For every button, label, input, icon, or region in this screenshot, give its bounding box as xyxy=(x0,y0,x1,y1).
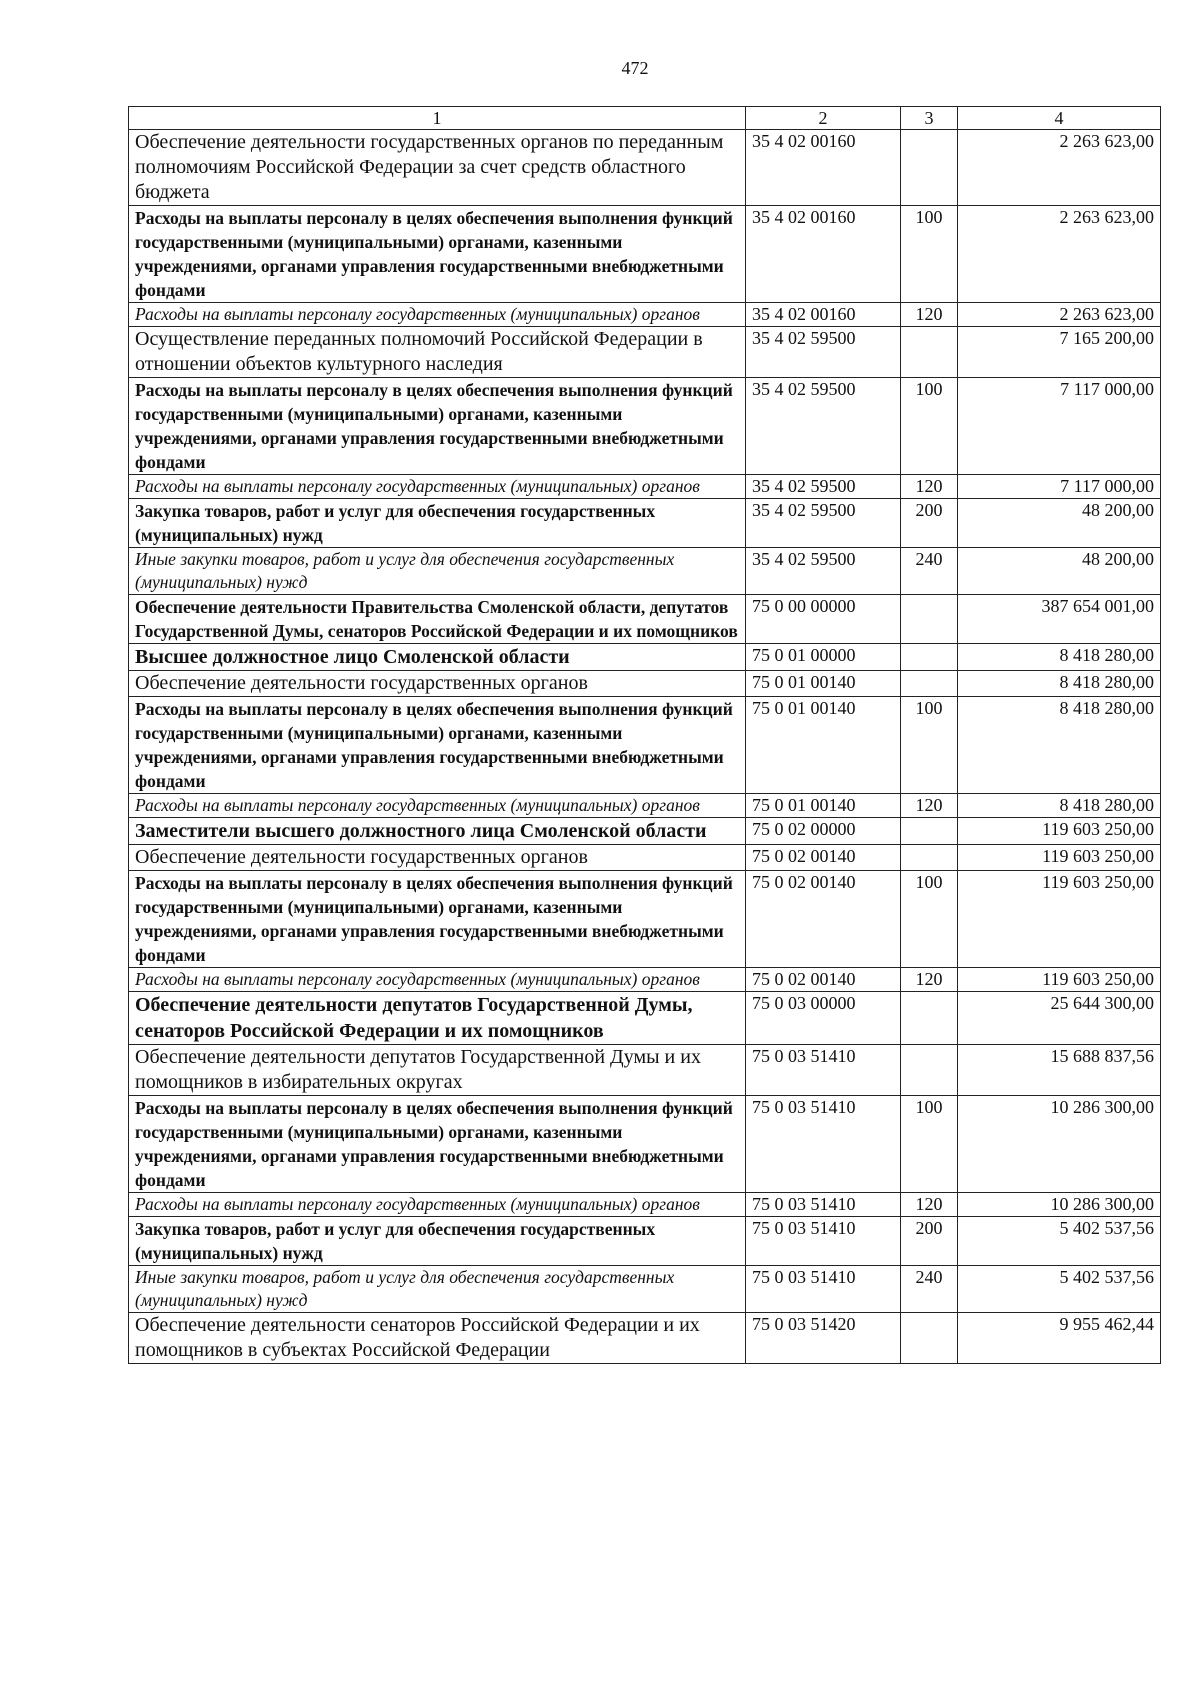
row-amount-cell: 15 688 837,56 xyxy=(958,1045,1161,1096)
row-amount-cell: 8 418 280,00 xyxy=(958,671,1161,697)
row-code-cell: 75 0 01 00140 xyxy=(746,671,901,697)
row-amount-cell: 5 402 537,56 xyxy=(958,1266,1161,1313)
row-expense-type-cell xyxy=(901,845,958,871)
row-amount-cell: 8 418 280,00 xyxy=(958,644,1161,671)
row-code-cell: 75 0 01 00140 xyxy=(746,697,901,794)
row-name-cell: Расходы на выплаты персоналу в целях обеспечения выполнения функций государственными (муниципальными) органами, казенными учреждениями, органами управления государственными внебюджетными фондами xyxy=(129,206,746,303)
row-name-cell: Иные закупки товаров, работ и услуг для обеспечения государственных (муниципальных) нужд xyxy=(129,1266,746,1313)
row-code-cell: 75 0 03 51410 xyxy=(746,1096,901,1193)
row-code-cell: 75 0 03 51410 xyxy=(746,1193,901,1217)
row-code-cell: 75 0 03 00000 xyxy=(746,992,901,1045)
row-expense-type-cell: 120 xyxy=(901,475,958,499)
row-code-cell: 35 4 02 59500 xyxy=(746,548,901,595)
table-row xyxy=(129,303,1161,327)
table-row xyxy=(129,130,1161,206)
row-name-cell: Обеспечение деятельности Правительства Смоленской области, депутатов Государственной Думы, сенаторов Российской Федерации и их помощников xyxy=(129,595,746,644)
row-expense-type-cell xyxy=(901,130,958,206)
row-code-cell: 35 4 02 00160 xyxy=(746,303,901,327)
row-amount-cell: 10 286 300,00 xyxy=(958,1096,1161,1193)
row-amount-cell: 119 603 250,00 xyxy=(958,845,1161,871)
header-row xyxy=(129,107,1161,130)
row-code-cell: 75 0 02 00140 xyxy=(746,968,901,992)
table-row xyxy=(129,871,1161,968)
row-code-cell: 75 0 01 00140 xyxy=(746,794,901,818)
row-amount-cell: 7 117 000,00 xyxy=(958,378,1161,475)
row-code-cell: 35 4 02 59500 xyxy=(746,378,901,475)
table-row xyxy=(129,968,1161,992)
row-expense-type-cell xyxy=(901,644,958,671)
row-amount-cell: 119 603 250,00 xyxy=(958,818,1161,845)
budget-table xyxy=(128,106,1161,1364)
row-expense-type-cell: 100 xyxy=(901,206,958,303)
row-name-cell: Обеспечение деятельности государственных органов xyxy=(129,845,746,871)
table-row xyxy=(129,818,1161,845)
table-row xyxy=(129,475,1161,499)
row-name-cell: Заместители высшего должностного лица Смоленской области xyxy=(129,818,746,845)
row-expense-type-cell: 100 xyxy=(901,871,958,968)
row-code-cell: 75 0 03 51410 xyxy=(746,1266,901,1313)
row-expense-type-cell: 120 xyxy=(901,1193,958,1217)
row-amount-cell: 10 286 300,00 xyxy=(958,1193,1161,1217)
row-expense-type-cell xyxy=(901,818,958,845)
table-row xyxy=(129,697,1161,794)
row-name-cell: Расходы на выплаты персоналу в целях обеспечения выполнения функций государственными (муниципальными) органами, казенными учреждениями, органами управления государственными внебюджетными фондами xyxy=(129,871,746,968)
row-expense-type-cell: 100 xyxy=(901,378,958,475)
row-name-cell: Обеспечение деятельности государственных органов xyxy=(129,671,746,697)
row-amount-cell: 7 165 200,00 xyxy=(958,327,1161,378)
row-expense-type-cell xyxy=(901,327,958,378)
row-amount-cell: 8 418 280,00 xyxy=(958,697,1161,794)
row-expense-type-cell xyxy=(901,595,958,644)
row-expense-type-cell: 120 xyxy=(901,794,958,818)
table-row xyxy=(129,1193,1161,1217)
row-expense-type-cell: 240 xyxy=(901,548,958,595)
row-name-cell: Обеспечение деятельности государственных органов по переданным полномочиям Российской Федерации за счет средств областного бюджета xyxy=(129,130,746,206)
row-code-cell: 35 4 02 59500 xyxy=(746,475,901,499)
row-amount-cell: 48 200,00 xyxy=(958,499,1161,548)
row-amount-cell: 5 402 537,56 xyxy=(958,1217,1161,1266)
table-row xyxy=(129,378,1161,475)
table-row xyxy=(129,548,1161,595)
row-name-cell: Расходы на выплаты персоналу государственных (муниципальных) органов xyxy=(129,475,746,499)
row-expense-type-cell xyxy=(901,1045,958,1096)
row-amount-cell: 2 263 623,00 xyxy=(958,130,1161,206)
row-amount-cell: 8 418 280,00 xyxy=(958,794,1161,818)
table-row xyxy=(129,1217,1161,1266)
table-row xyxy=(129,1266,1161,1313)
table-row xyxy=(129,327,1161,378)
row-expense-type-cell: 200 xyxy=(901,1217,958,1266)
row-amount-cell: 7 117 000,00 xyxy=(958,475,1161,499)
page-number: 472 xyxy=(621,58,649,78)
row-code-cell: 75 0 01 00000 xyxy=(746,644,901,671)
row-expense-type-cell: 100 xyxy=(901,1096,958,1193)
row-code-cell: 35 4 02 00160 xyxy=(746,206,901,303)
table-row xyxy=(129,794,1161,818)
header-col-2: 2 xyxy=(746,107,901,130)
row-code-cell: 75 0 02 00000 xyxy=(746,818,901,845)
row-code-cell: 75 0 02 00140 xyxy=(746,845,901,871)
table-row xyxy=(129,1313,1161,1364)
row-amount-cell: 9 955 462,44 xyxy=(958,1313,1161,1364)
row-name-cell: Закупка товаров, работ и услуг для обеспечения государственных (муниципальных) нужд xyxy=(129,499,746,548)
row-name-cell: Расходы на выплаты персоналу государственных (муниципальных) органов xyxy=(129,968,746,992)
table-row xyxy=(129,992,1161,1045)
row-name-cell: Обеспечение деятельности депутатов Государственной Думы и их помощников в избирательных округах xyxy=(129,1045,746,1096)
table-row xyxy=(129,671,1161,697)
header-col-1: 1 xyxy=(129,107,746,130)
row-amount-cell: 25 644 300,00 xyxy=(958,992,1161,1045)
row-name-cell: Расходы на выплаты персоналу государственных (муниципальных) органов xyxy=(129,1193,746,1217)
row-name-cell: Расходы на выплаты персоналу в целях обеспечения выполнения функций государственными (муниципальными) органами, казенными учреждениями, органами управления государственными внебюджетными фондами xyxy=(129,697,746,794)
row-name-cell: Осуществление переданных полномочий Российской Федерации в отношении объектов культурного наследия xyxy=(129,327,746,378)
table-row xyxy=(129,1096,1161,1193)
row-name-cell: Иные закупки товаров, работ и услуг для обеспечения государственных (муниципальных) нужд xyxy=(129,548,746,595)
row-name-cell: Расходы на выплаты персоналу в целях обеспечения выполнения функций государственными (муниципальными) органами, казенными учреждениями, органами управления государственными внебюджетными фондами xyxy=(129,378,746,475)
row-expense-type-cell xyxy=(901,992,958,1045)
row-code-cell: 35 4 02 59500 xyxy=(746,327,901,378)
row-amount-cell: 387 654 001,00 xyxy=(958,595,1161,644)
row-code-cell: 75 0 03 51410 xyxy=(746,1045,901,1096)
row-expense-type-cell: 120 xyxy=(901,968,958,992)
row-amount-cell: 48 200,00 xyxy=(958,548,1161,595)
row-code-cell: 75 0 02 00140 xyxy=(746,871,901,968)
header-col-4: 4 xyxy=(958,107,1161,130)
table-row xyxy=(129,499,1161,548)
row-code-cell: 35 4 02 00160 xyxy=(746,130,901,206)
row-name-cell: Обеспечение деятельности сенаторов Российской Федерации и их помощников в субъектах Российской Федерации xyxy=(129,1313,746,1364)
row-expense-type-cell: 100 xyxy=(901,697,958,794)
row-amount-cell: 119 603 250,00 xyxy=(958,871,1161,968)
row-expense-type-cell: 240 xyxy=(901,1266,958,1313)
table-body xyxy=(129,130,1161,1364)
row-expense-type-cell xyxy=(901,1313,958,1364)
table-row xyxy=(129,595,1161,644)
row-expense-type-cell: 120 xyxy=(901,303,958,327)
table-row xyxy=(129,206,1161,303)
header-col-3: 3 xyxy=(901,107,958,130)
row-name-cell: Расходы на выплаты персоналу государственных (муниципальных) органов xyxy=(129,303,746,327)
row-amount-cell: 119 603 250,00 xyxy=(958,968,1161,992)
row-code-cell: 75 0 00 00000 xyxy=(746,595,901,644)
row-code-cell: 35 4 02 59500 xyxy=(746,499,901,548)
row-name-cell: Расходы на выплаты персоналу в целях обеспечения выполнения функций государственными (муниципальными) органами, казенными учреждениями, органами управления государственными внебюджетными фондами xyxy=(129,1096,746,1193)
row-expense-type-cell xyxy=(901,671,958,697)
row-name-cell: Расходы на выплаты персоналу государственных (муниципальных) органов xyxy=(129,794,746,818)
table-row xyxy=(129,644,1161,671)
row-name-cell: Высшее должностное лицо Смоленской области xyxy=(129,644,746,671)
row-code-cell: 75 0 03 51410 xyxy=(746,1217,901,1266)
row-code-cell: 75 0 03 51420 xyxy=(746,1313,901,1364)
row-name-cell: Обеспечение деятельности депутатов Государственной Думы, сенаторов Российской Федерации и их помощников xyxy=(129,992,746,1045)
row-amount-cell: 2 263 623,00 xyxy=(958,303,1161,327)
row-name-cell: Закупка товаров, работ и услуг для обеспечения государственных (муниципальных) нужд xyxy=(129,1217,746,1266)
table-row xyxy=(129,1045,1161,1096)
row-expense-type-cell: 200 xyxy=(901,499,958,548)
table-row xyxy=(129,845,1161,871)
table-header xyxy=(129,107,1161,130)
row-amount-cell: 2 263 623,00 xyxy=(958,206,1161,303)
